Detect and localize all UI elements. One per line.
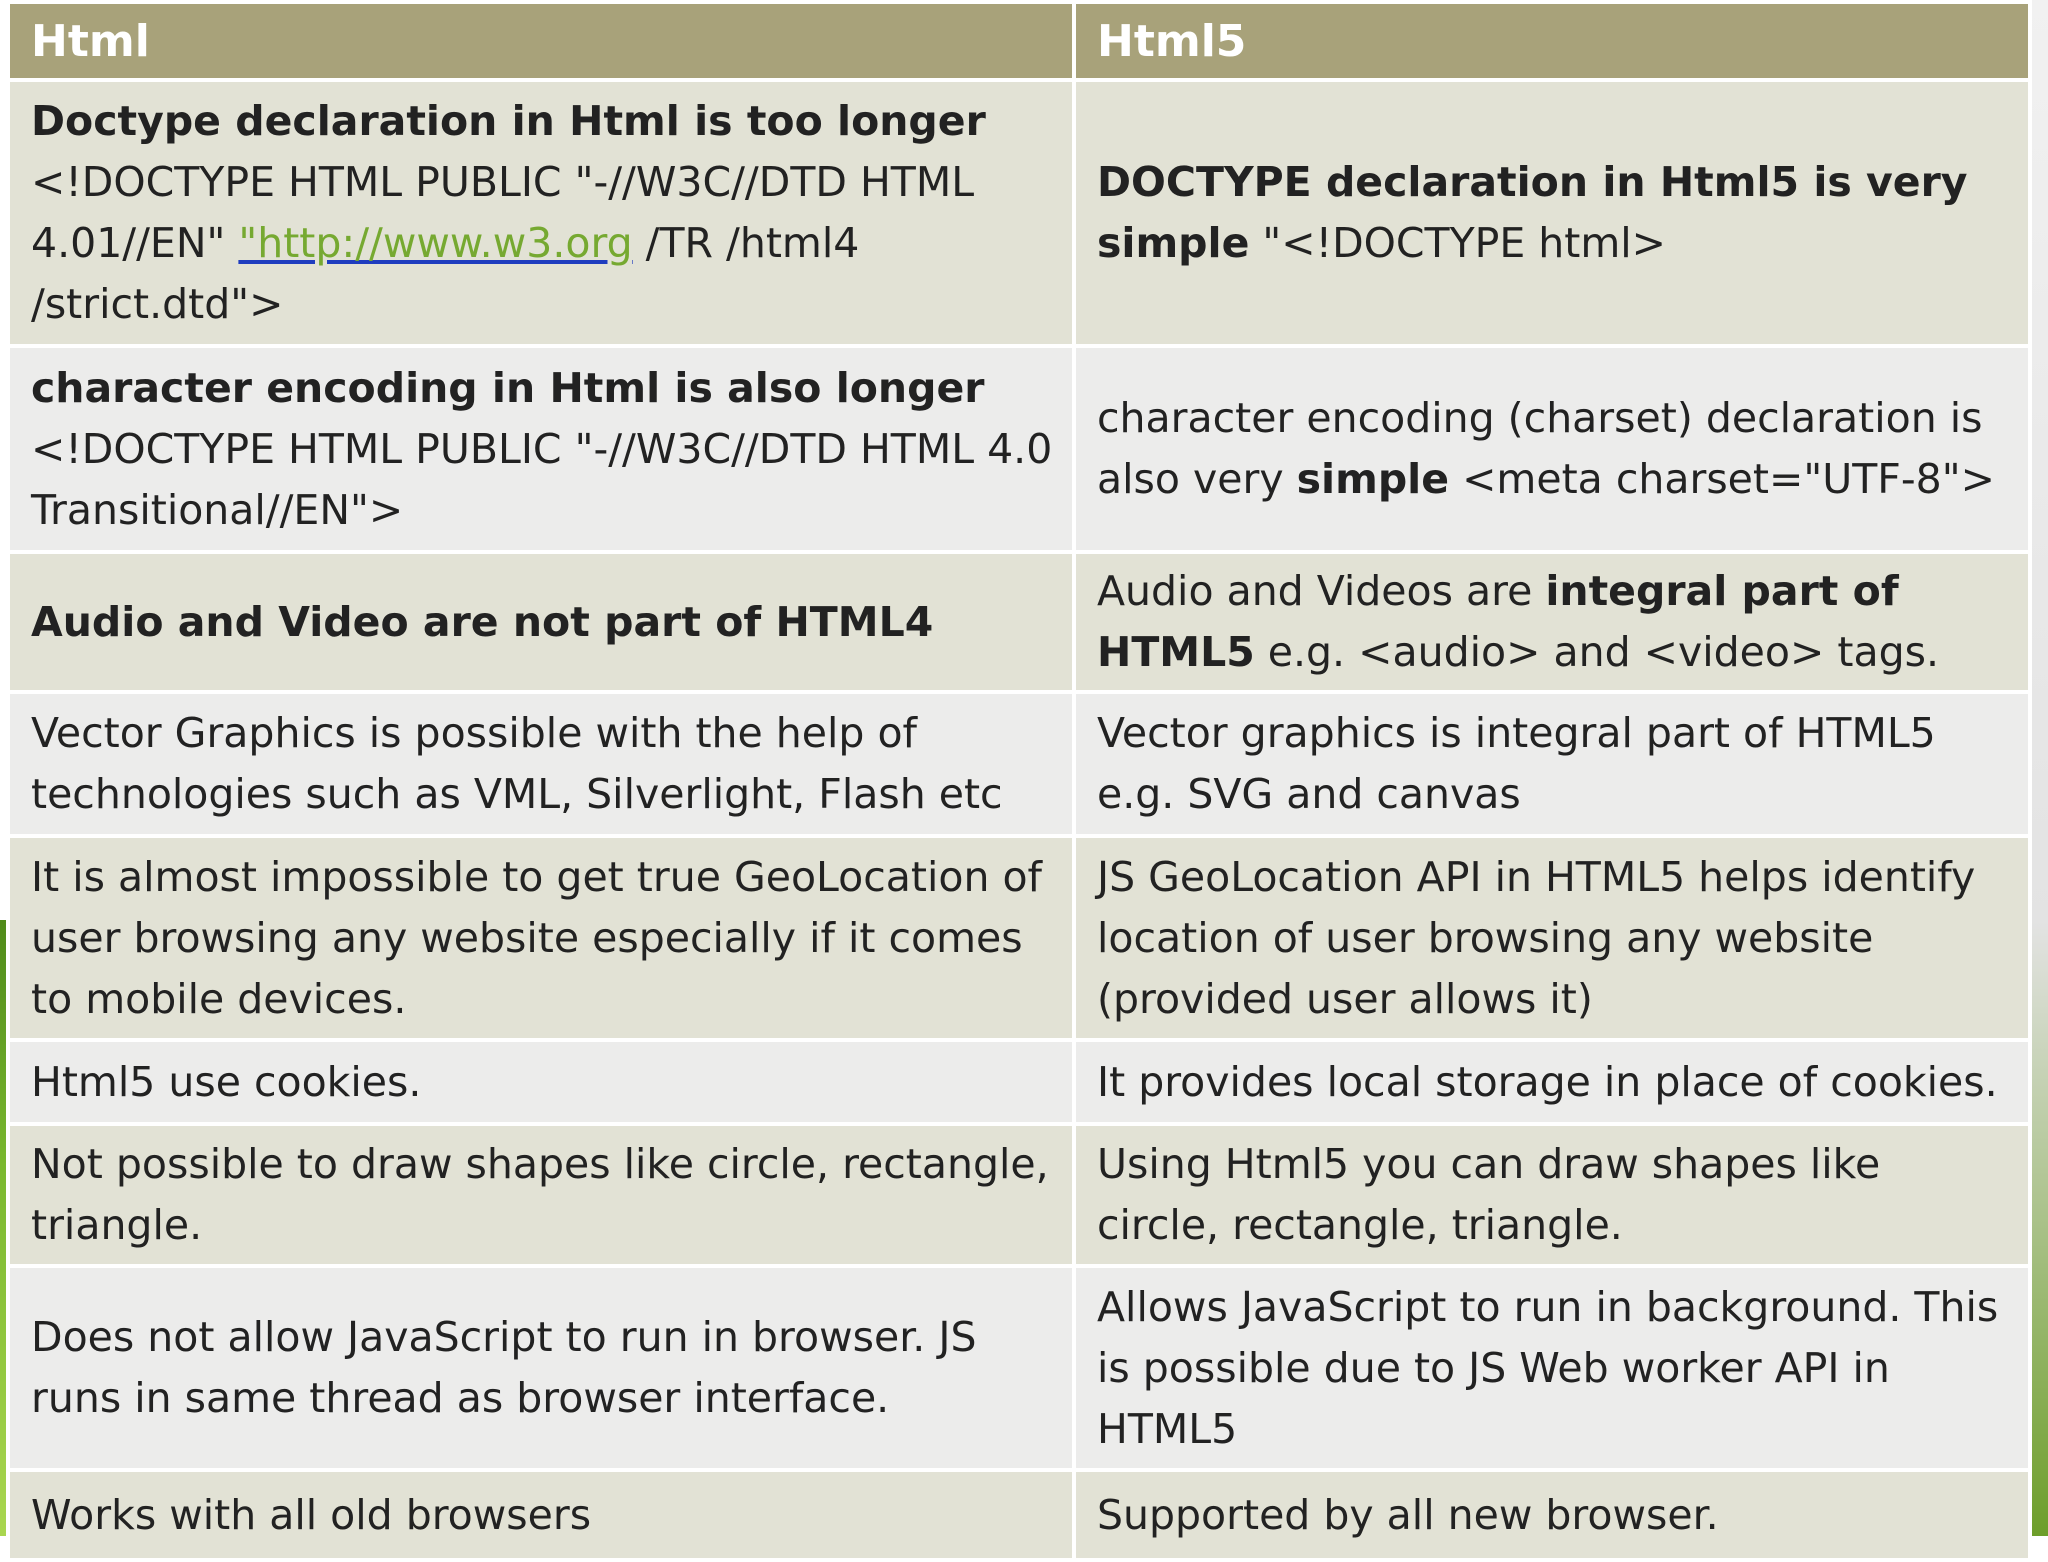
cell-bold: simple (1296, 455, 1450, 503)
comparison-table (6, 0, 2032, 1562)
cell-text: <meta charset="UTF-8"> (1449, 455, 1995, 503)
cell-html-javascript: Does not allow JavaScript to run in browser. JS runs in same thread as browser interface. (8, 1266, 1074, 1470)
cell-html-cookies: Html5 use cookies. (8, 1040, 1074, 1124)
cell-html-geolocation: It is almost impossible to get true GeoLocation of user browsing any website especially if it comes to mobile devices. (8, 836, 1074, 1040)
cell-text: /TR /html4 /strict.dtd"> (31, 219, 860, 328)
cell-bold: Doctype declaration in Html is too longer (31, 97, 986, 145)
cell-html-audio (8, 552, 1074, 692)
table-row (8, 552, 2030, 692)
cell-html5-geolocation: JS GeoLocation API in HTML5 helps identify location of user browsing any website (provided user allows it) (1074, 836, 2030, 1040)
cell-html5-doctype (1074, 80, 2030, 346)
cell-text: "<!DOCTYPE html> (1249, 219, 1667, 267)
header-html: Html (8, 2, 1074, 80)
w3-link[interactable]: "http://www.w3.org (238, 219, 633, 267)
cell-html-charset (8, 346, 1074, 552)
table-row (8, 1040, 2030, 1124)
cell-html5-vector: Vector graphics is integral part of HTML5 e.g. SVG and canvas (1074, 692, 2030, 836)
cell-html5-browsers: Supported by all new browser. (1074, 1470, 2030, 1560)
cell-bold: DOCTYPE declaration in Html5 is very simple (1097, 158, 1968, 267)
cell-html-doctype (8, 80, 1074, 346)
cell-bold: character encoding in Html is also longer (31, 363, 985, 412)
table-row (8, 1124, 2030, 1266)
table-row (8, 1470, 2030, 1560)
cell-bold: integral part of HTML5 (1097, 567, 1899, 676)
cell-text: <!DOCTYPE HTML PUBLIC "-//W3C//DTD HTML 4.01//EN" (31, 158, 975, 267)
table-row (8, 80, 2030, 346)
cell-bold: Audio and Video are not part of HTML4 (31, 597, 934, 646)
cell-html5-javascript: Allows JavaScript to run in background. This is possible due to JS Web worker API in HTML5 (1074, 1266, 2030, 1470)
table-row (8, 346, 2030, 552)
cell-html-shapes: Not possible to draw shapes like circle, rectangle, triangle. (8, 1124, 1074, 1266)
cell-html5-charset (1074, 346, 2030, 552)
cell-html-vector: Vector Graphics is possible with the help of technologies such as VML, Silverlight, Flash etc (8, 692, 1074, 836)
table-row (8, 1266, 2030, 1470)
cell-text: e.g. <audio> and <video> tags. (1254, 628, 1939, 676)
cell-text: <!DOCTYPE HTML PUBLIC "-//W3C//DTD HTML 4.0 Transitional//EN"> (31, 424, 1053, 534)
cell-html-browsers: Works with all old browsers (8, 1470, 1074, 1560)
header-html5: Html5 (1074, 2, 2030, 80)
table-header-row (8, 2, 2030, 80)
table-row (8, 692, 2030, 836)
cell-html5-cookies: It provides local storage in place of cookies. (1074, 1040, 2030, 1124)
cell-text: character encoding (charset) declaration is also very (1097, 394, 1983, 503)
cell-html5-audio (1074, 552, 2030, 692)
table-row (8, 836, 2030, 1040)
cell-html5-shapes: Using Html5 you can draw shapes like circle, rectangle, triangle. (1074, 1124, 2030, 1266)
cell-text: Audio and Videos are (1097, 567, 1546, 615)
